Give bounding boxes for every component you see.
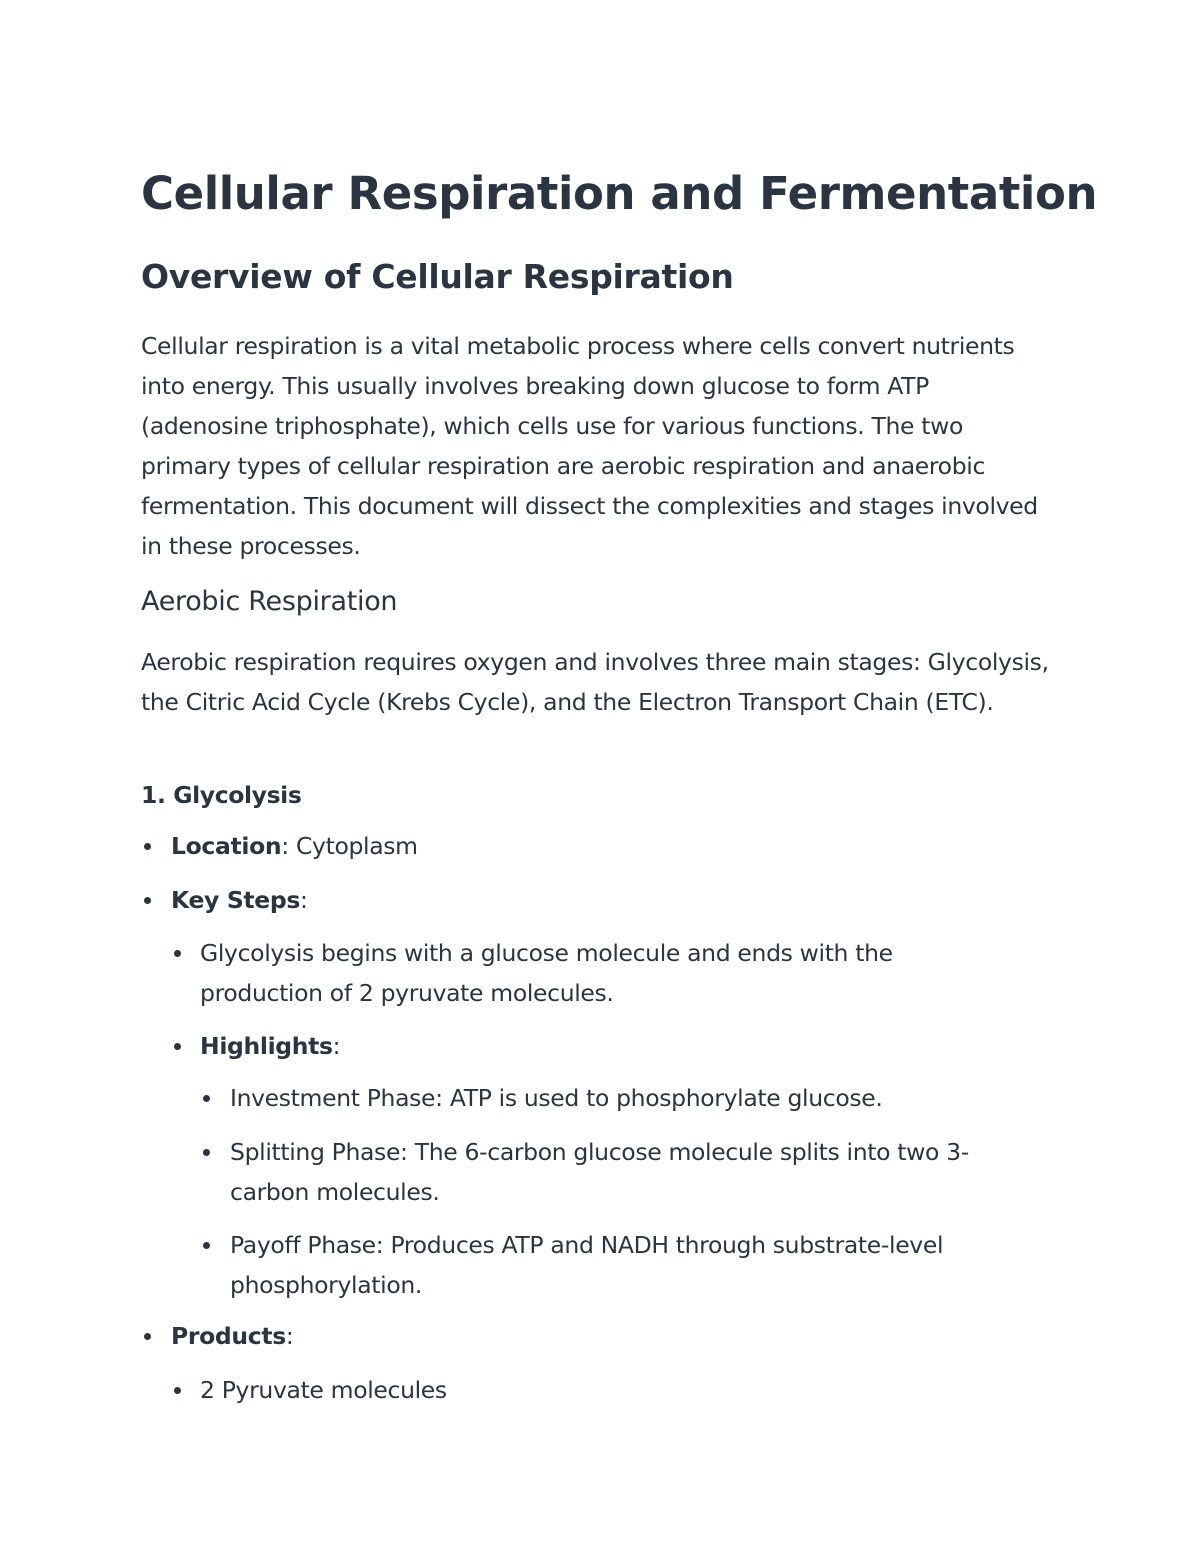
list-item-highlight: Investment Phase: ATP is used to phosphorylate glucose. [230,1084,883,1112]
list-item-highlights [200,1026,1000,1066]
bullet-dot [174,1387,181,1394]
bullet-dot [174,950,181,957]
list-item-key-steps [171,880,1041,920]
list-item-location [171,826,1041,866]
list-item-highlight: Splitting Phase: The 6-carbon glucose molecule splits into two 3-carbon molecules. [230,1138,969,1206]
products-label: Products [171,1322,286,1350]
list-item-highlight: Payoff Phase: Produces ATP and NADH through substrate-level phosphorylation. [230,1231,944,1299]
overview-heading: Overview of Cellular Respiration [141,257,734,296]
highlights-colon: : [332,1032,341,1060]
bullet-dot [203,1242,210,1249]
bullet-dot [144,1333,151,1340]
aerobic-paragraph: Aerobic respiration requires oxygen and involves three main stages: Glycolysis, the Citric Acid Cycle (Krebs Cycle), and the Electron Transport Chain (ETC). [141,648,1049,716]
aerobic-heading: Aerobic Respiration [141,586,398,617]
bullet-dot [203,1149,210,1156]
bullet-dot [203,1095,210,1102]
key-steps-colon: : [300,886,308,914]
key-steps-label: Key Steps [171,886,300,914]
list-item-products [171,1316,1041,1356]
bullet-dot [144,897,151,904]
overview-paragraph: Cellular respiration is a vital metabolic process where cells convert nutrients into energy. This usually involves breaking down glucose to form ATP (adenosine triphosphate), which cells use for various functions. The two primary types of cellular respiration are aerobic respiration and anaerobic fermentation. This document will dissect the complexities and stages involved in these processes. [141,332,1038,560]
products-colon: : [285,1322,294,1350]
bullet-dot [174,1043,181,1050]
glycolysis-heading: 1. Glycolysis [141,781,302,809]
location-label: Location [171,832,282,860]
highlights-label: Highlights [200,1032,333,1060]
list-item-product: 2 Pyruvate molecules [200,1376,447,1404]
document-title: Cellular Respiration and Fermentation [141,167,1098,220]
location-value: : Cytoplasm [281,832,418,860]
bullet-dot [144,843,151,850]
list-item-step: Glycolysis begins with a glucose molecule and ends with the production of 2 pyruvate molecules. [200,939,893,1007]
